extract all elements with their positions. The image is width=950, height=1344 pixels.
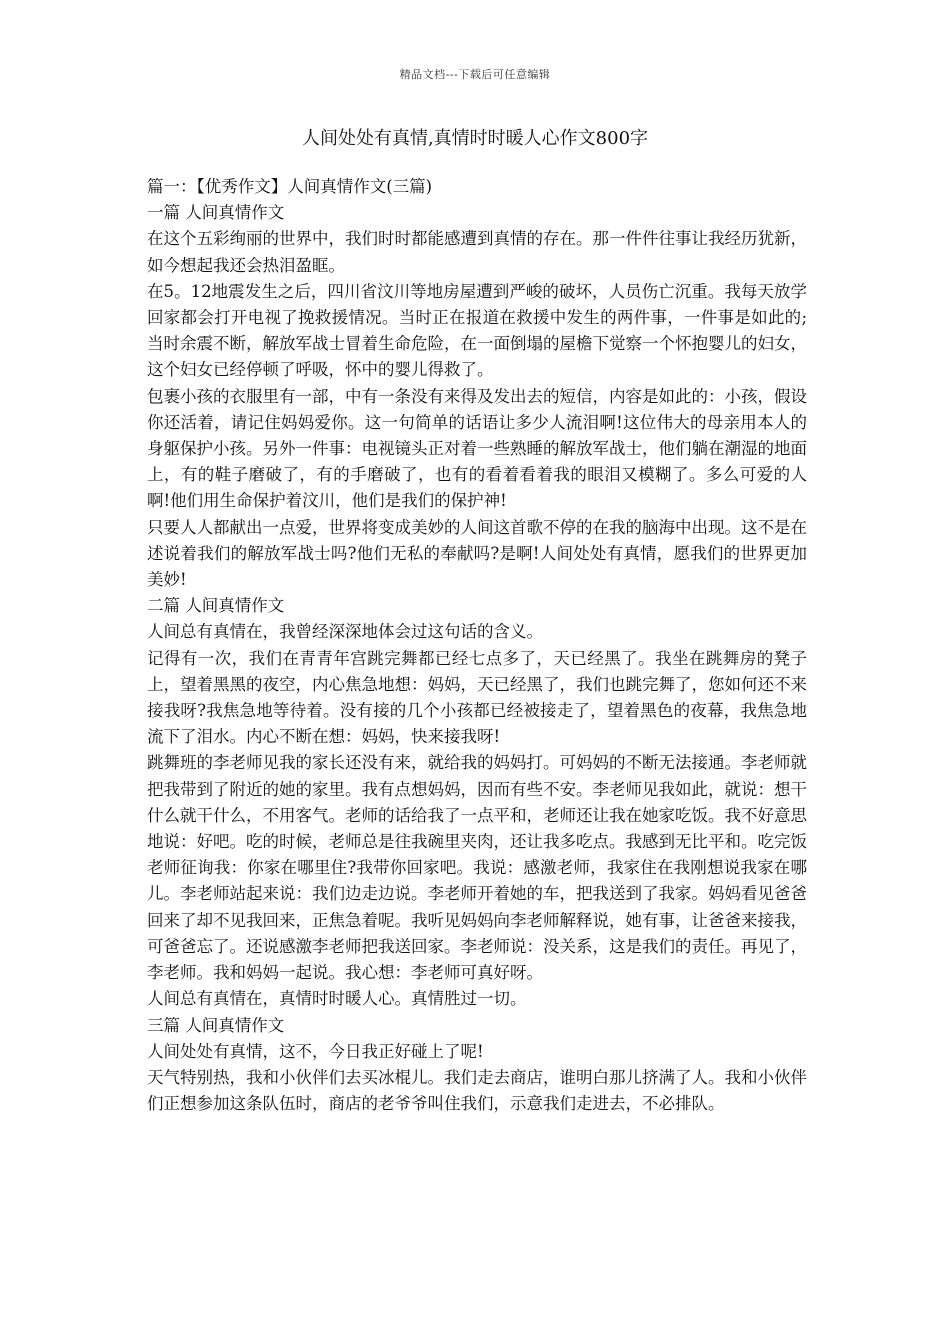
paragraph: 跳舞班的李老师见我的家长还没有来，就给我的妈妈打。可妈妈的不断无法接通。李老师就把我带到了附近的她的家里。我有点想妈妈，因而有些不安。李老师见我如此，就说：想干什么就干什么，不用客气。老师的话给我了一点平和，老师还让我在她家吃饭。我不好意思地说：好吧。吃的时候，老师总是往我碗里夹肉，还让我多吃点。我感到无比平和。吃完饭老师征询我：你家在哪里住?我带你回家吧。我说：感激老师，我家住在我刚想说我家在哪儿。李老师站起来说：我们边走边说。李老师开着她的车，把我送到了我家。妈妈看见爸爸回来了却不见我回来，正焦急着呢。我听见妈妈向李老师解释说，她有事，让爸爸来接我，可爸爸忘了。还说感激李老师把我送回家。李老师说：没关系，这是我们的责任。再见了，李老师。我和妈妈一起说。我心想：李老师可真好呀。 (147, 753, 807, 983)
paragraph: 天气特别热，我和小伙伴们去买冰棍儿。我们走去商店，谁明白那儿挤满了人。我和小伙伴们正想参加这条队伍时，商店的老爷爷叫住我们，示意我们走进去，不必排队。 (147, 1067, 807, 1114)
paragraph: 只要人人都献出一点爱，世界将变成美妙的人间这首歌不停的在我的脑海中出现。这不是在述说着我们的解放军战士吗?他们无私的奉献吗?是啊!人间处处有真情，愿我们的世界更加美妙! (147, 517, 807, 590)
essay-heading-3: 三篇 人间真情作文 (147, 1015, 285, 1035)
paragraph: 人间总有真情在，真情时时暖人心。真情胜过一切。 (147, 989, 527, 1009)
document-title: 人间处处有真情,真情时时暖人心作文800字 (301, 128, 649, 149)
paragraph: 在5。12地震发生之后，四川省汶川等地房屋遭到严峻的破坏，人员伤亡沉重。我每天放学回家都会打开电视了挽救援情况。当时正在报道在救援中发生的两件事，一件事是如此的;当时余震不断，解放军战士冒着生命危险，在一面倒塌的屋檐下觉察一个怀抱婴儿的妇女，这个妇女已经停顿了呼吸，怀中的婴儿得救了。 (147, 281, 807, 380)
essay-heading-1: 一篇 人间真情作文 (147, 203, 285, 223)
paragraph: 人间总有真情在，我曾经深深地体会过这句话的含义。 (147, 622, 543, 642)
page-header: 精品文档---下载后可任意编辑 (399, 68, 551, 81)
document-body (147, 174, 807, 1117)
essay-heading-2: 二篇 人间真情作文 (147, 596, 285, 616)
section-heading: 篇一：【优秀作文】人间真情作文(三篇) (147, 177, 433, 196)
paragraph: 包裹小孩的衣服里有一部，中有一条没有来得及发出去的短信，内容是如此的：小孩，假设你还活着，请记住妈妈爱你。这一句简单的话语让多少人流泪啊!这位伟大的母亲用本人的身躯保护小孩。另外一件事：电视镜头正对着一些熟睡的解放军战士，他们躺在潮湿的地面上，有的鞋子磨破了，有的手磨破了，也有的看着看着我的眼泪又模糊了。多么可爱的人啊!他们用生命保护着汶川，他们是我们的保护神! (147, 386, 807, 511)
paragraph: 记得有一次，我们在青青年宫跳完舞都已经七点多了，天已经黑了。我坐在跳舞房的凳子上，望着黑黑的夜空，内心焦急地想：妈妈，天已经黑了，我们也跳完舞了，您如何还不来接我呀?我焦急地等待着。没有接的几个小孩都已经被接走了，望着黑色的夜幕，我焦急地流下了泪水。内心不断在想：妈妈，快来接我呀! (147, 648, 807, 747)
paragraph: 在这个五彩绚丽的世界中，我们时时都能感遭到真情的存在。那一件件往事让我经历犹新，如今想起我还会热泪盈眶。 (147, 229, 807, 275)
paragraph: 人间处处有真情，这不，今日我正好碰上了呢! (147, 1041, 484, 1061)
